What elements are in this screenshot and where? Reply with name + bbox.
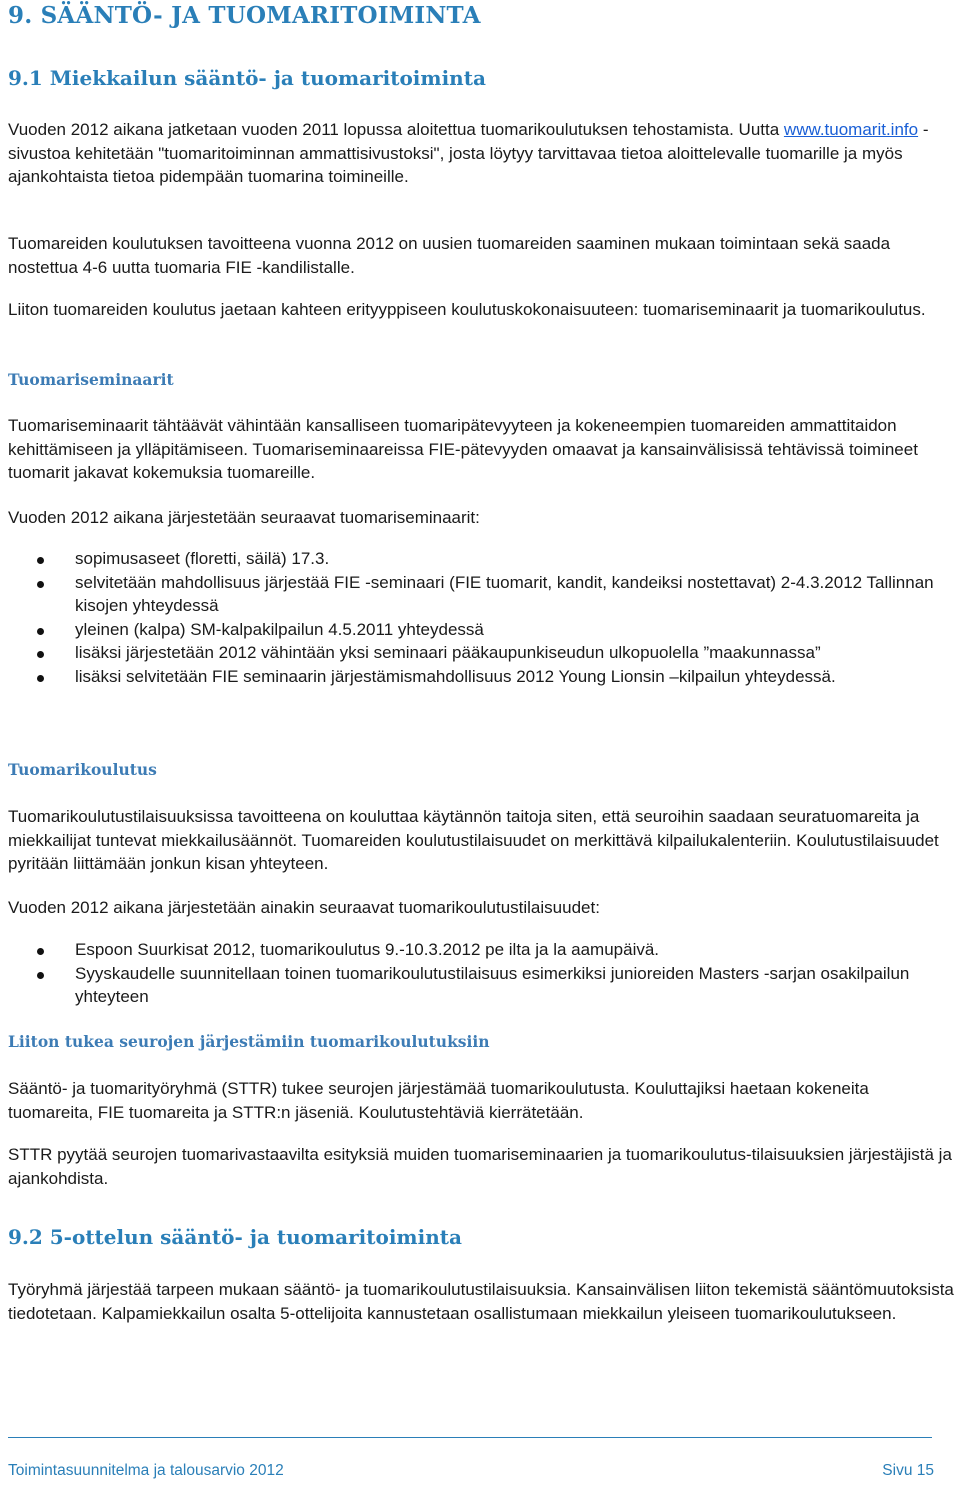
bullet-icon	[37, 972, 44, 979]
list-item: sopimusaseet (floretti, säilä) 17.3.	[0, 547, 960, 571]
intro-text-end: -sivustoa kehitetään "tuomaritoiminnan ammattisivustoksi", josta löytyy tarvittavaa tietoa aloittelevalle tuomarille ja myös ajankohtaista tietoa pidempään tuomarina toimineille.	[8, 120, 929, 186]
support-heading: Liiton tukea seurojen järjestämiin tuomarikoulutuksiin	[8, 1032, 490, 1051]
list-item: lisäksi järjestetään 2012 vähintään yksi seminaari pääkaupunkiseudun ulkopuolella ”maakunnassa”	[0, 641, 960, 665]
footer-document-title: Toimintasuunnitelma ja talousarvio 2012	[8, 1462, 284, 1479]
footer-divider	[8, 1437, 932, 1438]
tuomarit-info-link[interactable]: www.tuomarit.info	[783, 120, 919, 139]
pentathlon-paragraph: Työryhmä järjestää tarpeen mukaan sääntö- ja tuomarikoulutustilaisuuksia. Kansainvälisen liiton tekemistä sääntömuutoksista tiedotetaan. Kalpamiekkailun osalta 5-ottelijoita kannustetaan osallistumaan miekkailun yleiseen tuomarikoulutukseen.	[8, 1280, 954, 1323]
training-split-paragraph: Liiton tuomareiden koulutus jaetaan kahteen erityyppiseen koulutuskokonaisuuteen: tuomariseminaarit ja tuomarikoulutus.	[8, 300, 926, 319]
bullet-icon	[37, 628, 44, 635]
intro-text-start: Vuoden 2012 aikana jatketaan vuoden 2011 lopussa aloitettua tuomarikoulutuksen tehostamista. Uutta	[8, 120, 784, 139]
bullet-icon	[37, 557, 44, 564]
seminars-intro: Vuoden 2012 aikana järjestetään seuraavat tuomariseminaarit:	[8, 508, 480, 527]
section-heading: 9. SÄÄNTÖ- JA TUOMARITOIMINTA	[8, 2, 481, 29]
training-intro: Vuoden 2012 aikana järjestetään ainakin seuraavat tuomarikoulutustilaisuudet:	[8, 898, 600, 917]
bullet-icon	[37, 675, 44, 682]
training-heading: Tuomarikoulutus	[8, 760, 157, 779]
sttr-paragraph: STTR pyytää seurojen tuomarivastaavilta esityksiä muiden tuomariseminaarien ja tuomarikoulutus-tilaisuuksien järjestäjistä ja ajankohdista.	[8, 1145, 952, 1188]
footer-page-number: Sivu 15	[882, 1462, 934, 1479]
intro-paragraph	[8, 118, 958, 189]
support-paragraph: Sääntö- ja tuomarityöryhmä (STTR) tukee seurojen järjestämää tuomarikoulutusta. Kouluttajiksi haetaan kokeneita tuomareita, FIE tuomareita ja STTR:n jäseniä. Koulutustehtäviä kierrätetään.	[8, 1079, 869, 1122]
subsection-heading-9-1: 9.1 Miekkailun sääntö- ja tuomaritoiminta	[8, 66, 486, 90]
training-list	[0, 938, 960, 1009]
list-item: yleinen (kalpa) SM-kalpakilpailun 4.5.2011 yhteydessä	[0, 618, 960, 642]
bullet-icon	[37, 651, 44, 658]
training-paragraph: Tuomarikoulutustilaisuuksissa tavoitteena on kouluttaa käytännön taitoja siten, että seuroihin saadaan seuratuomareita ja miekkailijat tuntevat miekkailusäännöt. Tuomareiden koulutustilaisuudet on merkittävä kilpailukalenteriin. Koulutustilaisuudet pyritään liittämään jonkun kisan yhteyteen.	[8, 807, 939, 873]
seminars-paragraph: Tuomariseminaarit tähtäävät vähintään kansalliseen tuomaripätevyyteen ja kokeneempien tuomareiden ammattitaidon kehittämiseen ja ylläpitämiseen. Tuomariseminaareissa FIE-pätevyyden omaavat ja kansainvälisissä tehtävissä toimineet tuomarit jakavat kokemuksia tuomareille.	[8, 416, 918, 482]
goal-paragraph: Tuomareiden koulutuksen tavoitteena vuonna 2012 on uusien tuomareiden saaminen mukaan toimintaan sekä saada nostettua 4-6 uutta tuomaria FIE -kandilistalle.	[8, 234, 891, 277]
list-item: selvitetään mahdollisuus järjestää FIE -seminaari (FIE tuomarit, kandit, kandeiksi nostettavat) 2-4.3.2012 Tallinnan kisojen yhteydessä	[0, 571, 960, 618]
seminars-heading: Tuomariseminaarit	[8, 370, 174, 389]
list-item: lisäksi selvitetään FIE seminaarin järjestämismahdollisuus 2012 Young Lionsin –kilpailun yhteydessä.	[0, 665, 960, 689]
bullet-icon	[37, 948, 44, 955]
subsection-heading-9-2: 9.2 5-ottelun sääntö- ja tuomaritoiminta	[8, 1225, 462, 1249]
list-item: Espoon Suurkisat 2012, tuomarikoulutus 9.-10.3.2012 pe ilta ja la aamupäivä.	[0, 938, 960, 962]
list-item: Syyskaudelle suunnitellaan toinen tuomarikoulutustilaisuus esimerkiksi junioreiden Masters -sarjan osakilpailun yhteyteen	[0, 962, 960, 1009]
bullet-icon	[37, 581, 44, 588]
seminars-list	[0, 547, 960, 688]
